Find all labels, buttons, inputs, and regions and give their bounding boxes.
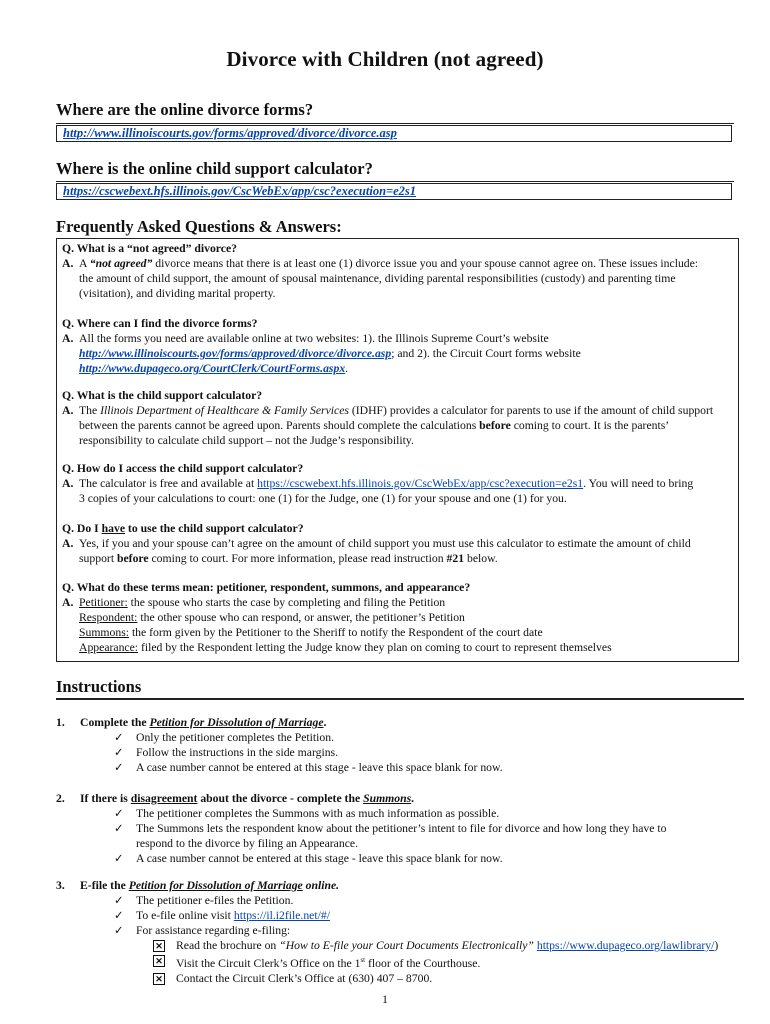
faq-answer-line: between the parents cannot be agreed upon. Parents should complete the calculations before coming to court. It is the parents’ <box>79 419 670 432</box>
efile-link[interactable]: https://il.i2file.net/#/ <box>233 909 330 922</box>
forms-rule <box>56 123 734 124</box>
term-definition: Respondent: the other spouse who can respond, or answer, the petitioner’s Petition <box>79 611 465 624</box>
list-item: ✓ For assistance regarding e-filing: <box>114 924 291 937</box>
instruction-step-1 <box>56 715 736 775</box>
sub-list-item: ✕ Visit the Circuit Clerk’s Office on the 1st floor of the Courthouse. <box>56 953 736 971</box>
forms-url-box <box>56 125 732 142</box>
checkbox-x-icon: ✕ <box>153 955 165 967</box>
term-definition: Summons: the form given by the Petitioner to the Sheriff to notify the Respondent of the court date <box>79 626 543 639</box>
step-number: 3. <box>56 879 65 892</box>
child-support-calculator-link[interactable]: https://cscwebext.hfs.illinois.gov/CscWebEx/app/csc?execution=e2s1 <box>63 184 417 198</box>
checkbox-x-icon: ✕ <box>153 940 165 952</box>
step-heading: E-file the Petition for Dissolution of Marriage online. <box>80 879 340 892</box>
sub-list-item: ✕ Contact the Circuit Clerk’s Office at (630) 407 – 8700. <box>56 971 736 986</box>
illinois-courts-link[interactable]: http://www.illinoiscourts.gov/forms/approved/divorce/divorce.asp <box>79 347 392 360</box>
dupage-court-forms-link[interactable]: http://www.dupageco.org/CourtClerk/CourtForms.aspx <box>79 362 346 375</box>
list-item: ✓ A case number cannot be entered at this stage - leave this space blank for now. <box>114 852 503 865</box>
faq-answer: A. Yes, if you and your spouse can’t agree on the amount of child support you must use this calculator to estimate the amount of child <box>62 537 691 550</box>
faq-item-find-forms <box>62 316 732 376</box>
check-icon: ✓ <box>114 746 124 759</box>
calculator-link[interactable]: https://cscwebext.hfs.illinois.gov/CscWebEx/app/csc?execution=e2s1 <box>257 477 584 490</box>
step-number: 1. <box>56 716 65 729</box>
faq-answer: A. The calculator is free and available at https://cscwebext.hfs.illinois.gov/CscWebEx/app/csc?execution=e2s1. You will need to bring <box>62 477 694 490</box>
faq-answer-line: responsibility to calculate child support – not the Judge’s responsibility. <box>79 434 414 447</box>
faq-answer: A. All the forms you need are available online at two websites: 1). the Illinois Supreme Court’s website <box>62 332 549 345</box>
faq-answer: A. Petitioner: the spouse who starts the case by completing and filing the Petition <box>62 596 446 609</box>
faq-heading: Frequently Asked Questions & Answers: <box>56 217 342 236</box>
list-item-continued: respond to the divorce by filing an Appearance. <box>136 837 358 850</box>
faq-item-terms <box>62 580 732 655</box>
list-item: ✓ To e-file online visit https://il.i2file.net/#/ <box>114 909 330 922</box>
law-library-link[interactable]: https://www.dupageco.org/lawlibrary/ <box>536 939 715 952</box>
checkbox-x-icon: ✕ <box>153 973 165 985</box>
faq-question: Q. Where can I find the divorce forms? <box>62 317 258 330</box>
list-item: ✓ A case number cannot be entered at this stage - leave this space blank for now. <box>114 761 503 774</box>
faq-question: Q. Do I have to use the child support calculator? <box>62 522 304 535</box>
faq-item-access-calculator <box>62 461 732 506</box>
list-item: ✓ The petitioner e-files the Petition. <box>114 894 294 907</box>
check-icon: ✓ <box>114 894 124 907</box>
check-icon: ✓ <box>114 731 124 744</box>
sub-list-item: ✕ Read the brochure on “How to E-file your Court Documents Electronically” https://www.dupageco.org/lawlibrary/) <box>56 938 736 953</box>
step-heading: If there is disagreement about the divorce - complete the Summons. <box>80 792 415 805</box>
faq-answer-line: support before coming to court. For more information, please read instruction #21 below. <box>79 552 498 565</box>
page-title: Divorce with Children (not agreed) <box>226 47 544 71</box>
check-icon: ✓ <box>114 909 124 922</box>
list-item: ✓ The Summons lets the respondent know about the petitioner’s intent to file for divorce and how long they have to <box>114 822 667 835</box>
faq-question: Q. How do I access the child support calculator? <box>62 462 304 475</box>
check-icon: ✓ <box>114 822 124 835</box>
check-icon: ✓ <box>114 924 124 937</box>
calculator-heading: Where is the online child support calculator? <box>56 159 373 178</box>
faq-question: Q. What do these terms mean: petitioner, respondent, summons, and appearance? <box>62 581 471 594</box>
faq-item-calculator <box>62 388 732 448</box>
step-heading: Complete the Petition for Dissolution of Marriage. <box>80 716 327 729</box>
faq-item-must-use <box>62 521 732 566</box>
faq-answer-line: (visitation), and dividing marital property. <box>79 287 276 300</box>
faq-question: Q. What is the child support calculator? <box>62 389 263 402</box>
page-number: 1 <box>382 992 388 1006</box>
faq-answer-line: the amount of child support, the amount of spousal maintenance, dividing parental responsibilities (custody) and parenting time <box>79 272 676 285</box>
faq-item-not-agreed <box>62 241 732 301</box>
faq-answer-line: http://www.illinoiscourts.gov/forms/approved/divorce/divorce.asp; and 2). the Circuit Court forms website <box>79 347 581 360</box>
list-item: ✓ The petitioner completes the Summons with as much information as possible. <box>114 807 500 820</box>
faq-answer-line: 3 copies of your calculations to court: one (1) for the Judge, one (1) for your spouse and one (1) for you. <box>79 492 567 505</box>
calculator-url-box <box>56 183 732 200</box>
instructions-rule <box>56 698 744 700</box>
list-item: ✓ Follow the instructions in the side margins. <box>114 746 339 759</box>
faq-answer: A. A “not agreed” divorce means that there is at least one (1) divorce issue you and your spouse cannot agree on. These issues include: <box>62 257 699 270</box>
calculator-rule <box>56 181 734 182</box>
faq-question: Q. What is a “not agreed” divorce? <box>62 242 237 255</box>
step-number: 2. <box>56 792 65 805</box>
check-icon: ✓ <box>114 807 124 820</box>
instructions-heading: Instructions <box>56 677 142 696</box>
check-icon: ✓ <box>114 761 124 774</box>
term-definition: Appearance: filed by the Respondent letting the Judge know they plan on coming to court to represent themselves <box>79 641 612 654</box>
instruction-step-3 <box>56 878 736 986</box>
faq-answer-line: http://www.dupageco.org/CourtClerk/CourtForms.aspx. <box>79 362 349 375</box>
instruction-step-2 <box>56 791 736 866</box>
check-icon: ✓ <box>114 852 124 865</box>
divorce-forms-link[interactable]: http://www.illinoiscourts.gov/forms/approved/divorce/divorce.asp <box>63 126 397 140</box>
list-item: ✓ Only the petitioner completes the Petition. <box>114 731 334 744</box>
faq-answer: A. The Illinois Department of Healthcare & Family Services (IDHF) provides a calculator for parents to use if the amount of child support <box>62 404 714 417</box>
forms-heading: Where are the online divorce forms? <box>56 100 314 119</box>
